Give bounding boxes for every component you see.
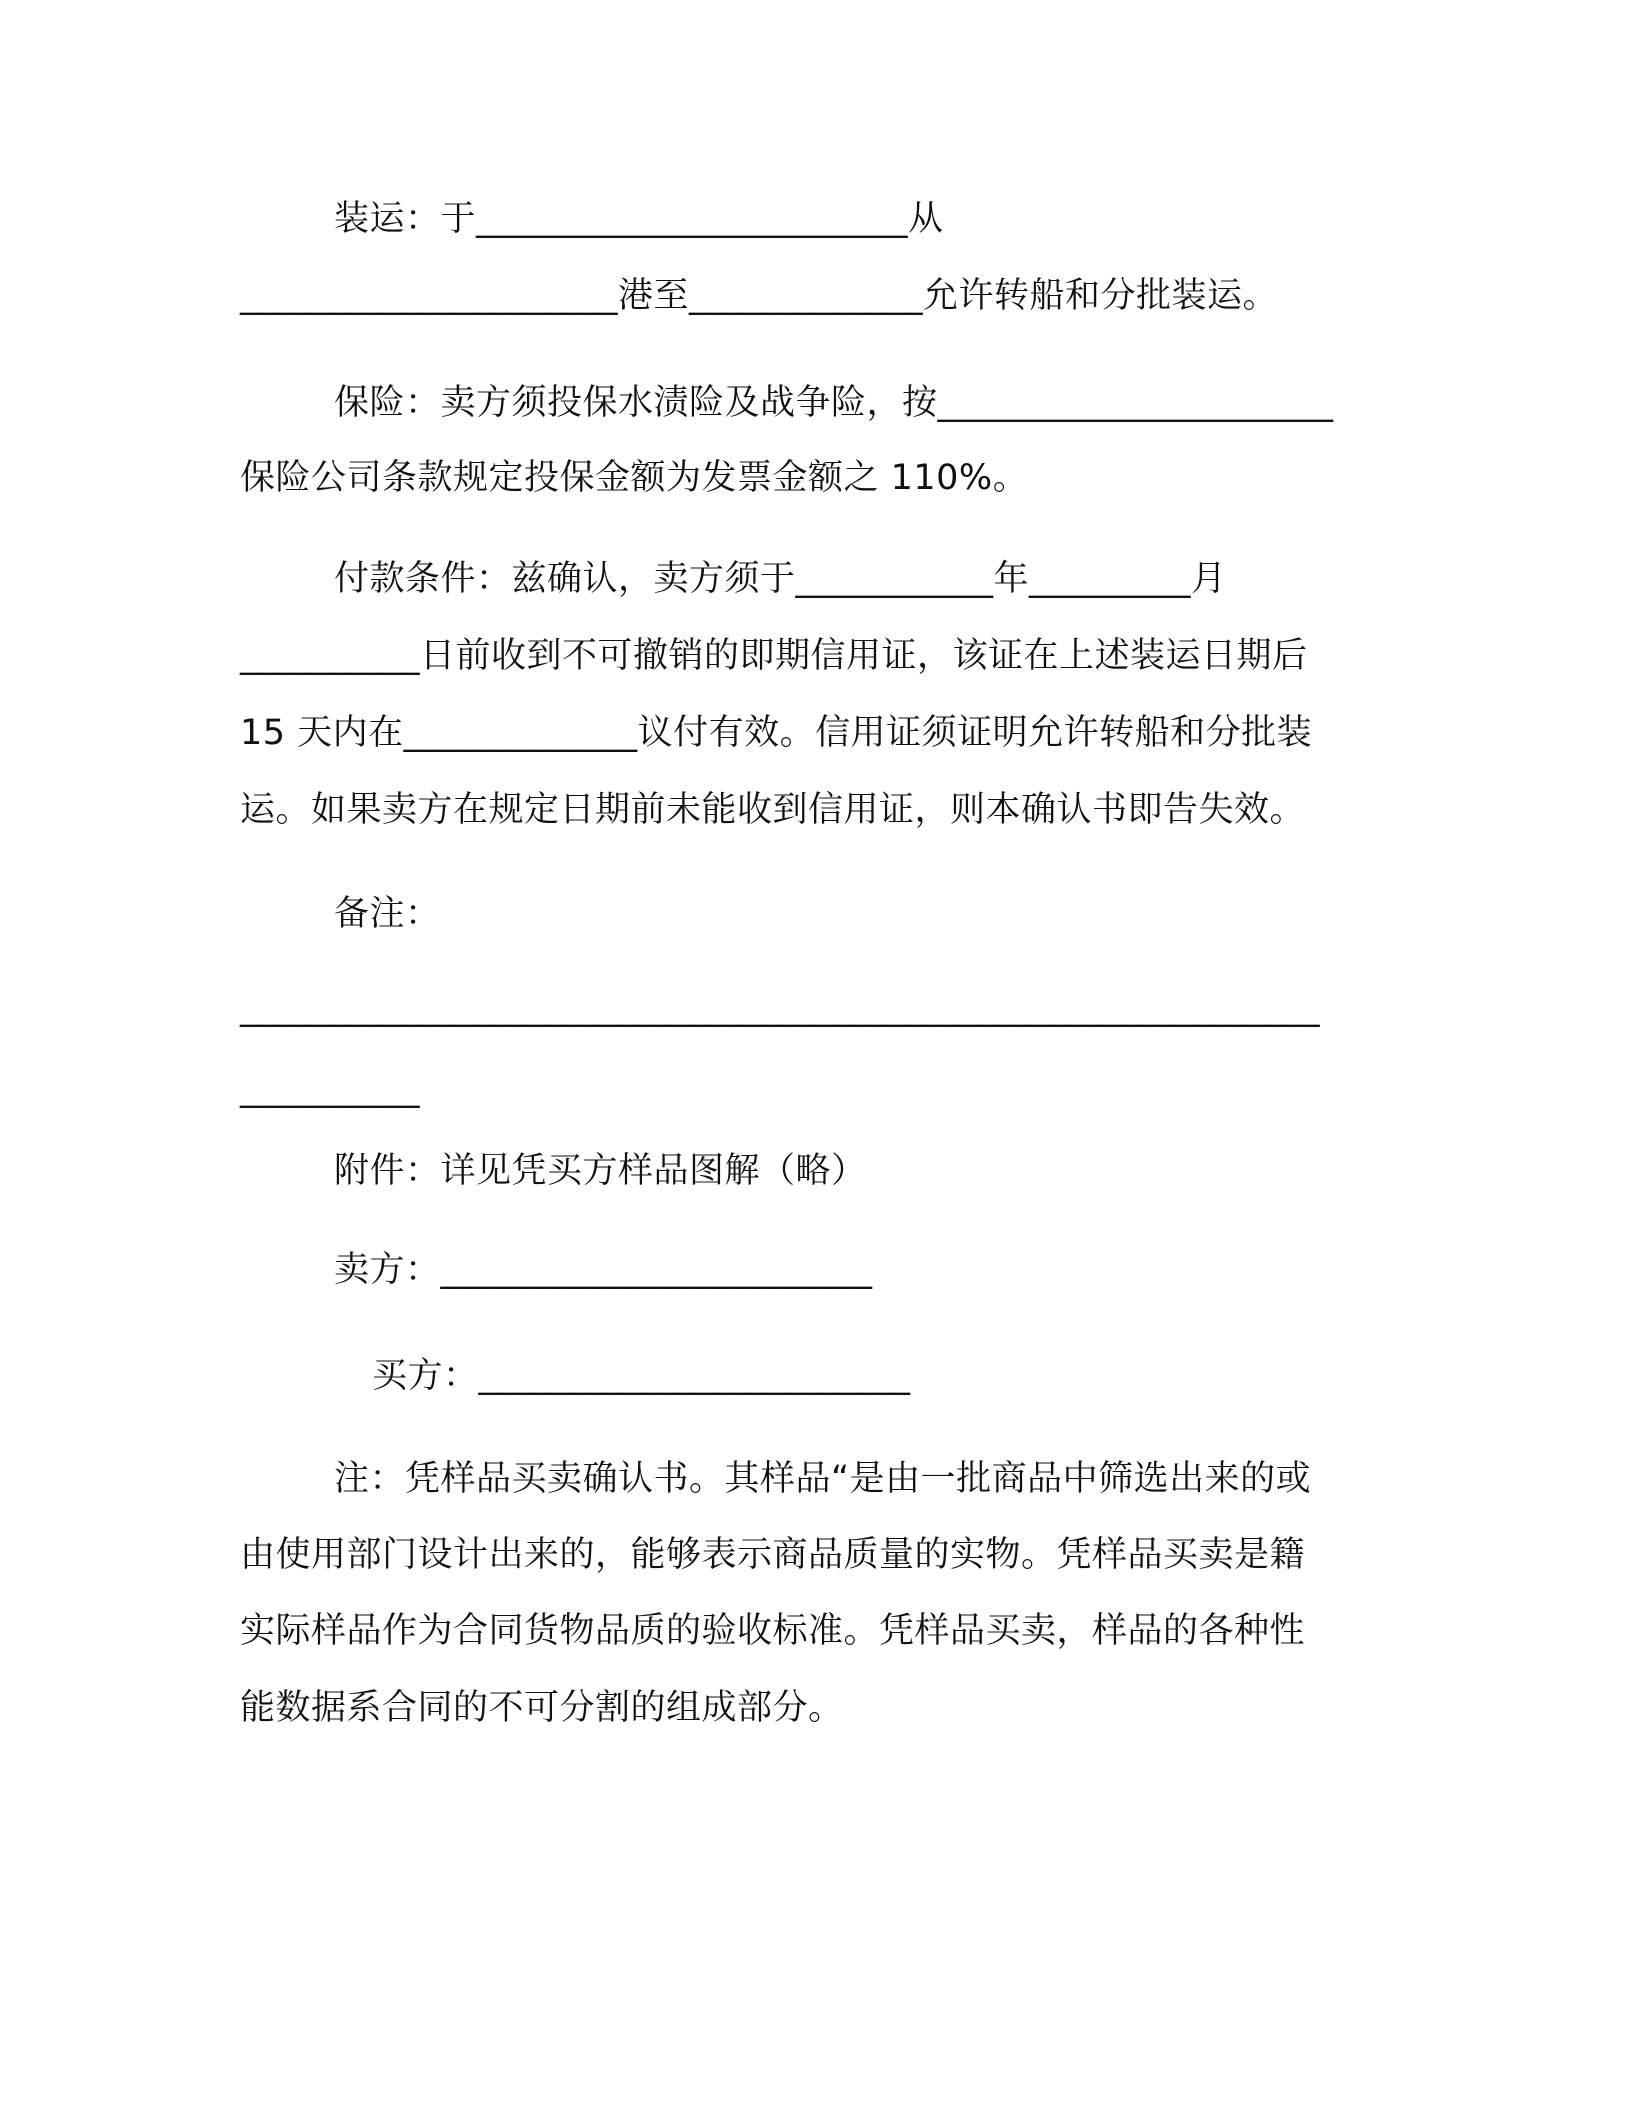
note-line-4: 能数据系合同的不可分割的组成部分。 bbox=[240, 1688, 844, 1728]
buyer-signature-line: 买方：________________________ bbox=[372, 1356, 911, 1396]
note-line-2: 由使用部门设计出来的，能够表示商品质量的实物。凭样品买卖是籍 bbox=[240, 1535, 1306, 1575]
payment-line-2: __________日前收到不可撤销的即期信用证，该证在上述装运日期后 bbox=[240, 636, 1308, 676]
remarks-label: 备注： bbox=[334, 894, 441, 934]
shipment-line-1: 装运：于________________________从 bbox=[334, 199, 944, 239]
insurance-line-2: 保险公司条款规定投保金额为发票金额之 110%。 bbox=[240, 458, 1029, 498]
note-line-1: 注：凭样品买卖确认书。其样品“是由一批商品中筛选出来的或 bbox=[334, 1459, 1312, 1499]
remarks-blank-2: __________ bbox=[240, 1069, 420, 1109]
note-line-3: 实际样品作为合同货物品质的验收标准。凭样品买卖，样品的各种性 bbox=[240, 1611, 1306, 1651]
payment-line-3: 15 天内在_____________议付有效。信用证须证明允许转船和分批装 bbox=[240, 713, 1313, 753]
payment-line-4: 运。如果卖方在规定日期前未能收到信用证，则本确认书即告失效。 bbox=[240, 790, 1306, 830]
insurance-line-1: 保险：卖方须投保水渍险及战争险，按______________________ bbox=[334, 383, 1334, 423]
shipment-line-2: _____________________港至_____________允许转船和分批装运。 bbox=[240, 276, 1279, 316]
remarks-blank-1: ____________________________________________________________ bbox=[240, 988, 1320, 1028]
seller-signature-line: 卖方：________________________ bbox=[334, 1250, 873, 1290]
payment-line-1: 付款条件：兹确认，卖方须于___________年_________月 bbox=[334, 559, 1227, 599]
attachment-line: 附件：详见凭买方样品图解（略） bbox=[334, 1151, 867, 1191]
